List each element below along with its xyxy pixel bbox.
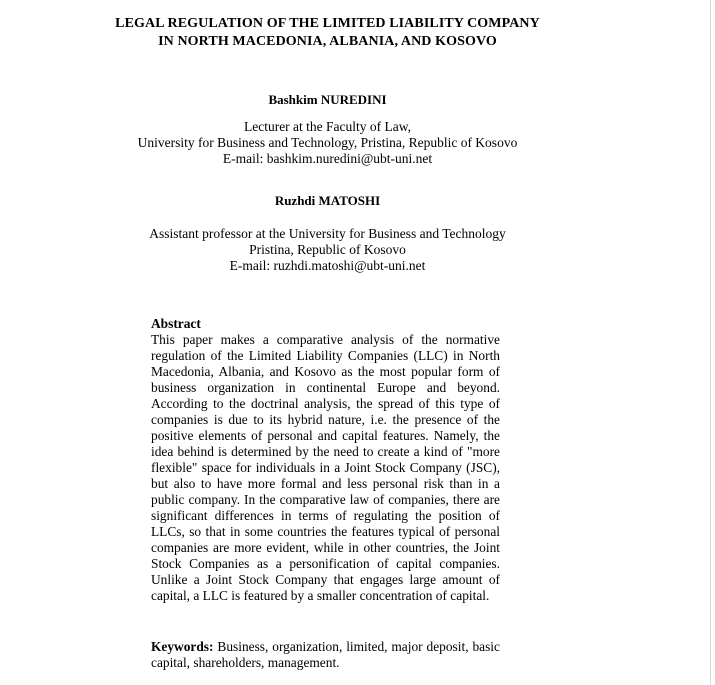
author-1-affiliation — [0, 119, 655, 167]
author-1-name: Bashkim NUREDINI — [268, 92, 387, 107]
keywords-text: Business, organization, limited, major deposit, basic capital, shareholders, management. — [151, 639, 500, 670]
author-1-institution: University for Business and Technology, Pristina, Republic of Kosovo — [137, 135, 518, 150]
keywords-label: Keywords: — [151, 639, 214, 654]
page-edge-divider — [710, 0, 711, 685]
abstract-section — [151, 316, 500, 604]
abstract-heading: Abstract — [151, 316, 201, 331]
author-2-location: Pristina, Republic of Kosovo — [249, 242, 406, 257]
author-1-email: E-mail: bashkim.nuredini@ubt-uni.net — [222, 151, 433, 166]
abstract-text: This paper makes a comparative analysis of the normative regulation of the Limited Liability Companies (LLC) in North Macedonia, Albania, and Kosovo as the most popular form of business organization in continental Europe and beyond. According to the doctrinal analysis, the spread of this type of companies is due to its hybrid nature, i.e. the presence of the positive elements of personal and capital features. Namely, the idea behind is determined by the need to create a kind of "more flexible" space for individuals in a Joint Stock Company (JSC), but also to have more formal and less personal risk than in a public company. In the comparative law of companies, there are significant differences in terms of regulating the position of LLCs, so that in some countries the features typical of personal companies are more evident, while in other countries, the Joint Stock Companies as a personification of capital companies. Unlike a Joint Stock Company that engages large amount of capital, a LLC is featured by a smaller concentration of capital. — [151, 332, 500, 603]
author-2-name: Ruzhdi MATOSHI — [274, 193, 381, 208]
keywords-section — [151, 639, 500, 671]
title-line-1: LEGAL REGULATION OF THE LIMITED LIABILITY COMPANY — [115, 16, 540, 31]
title-line-2: IN NORTH MACEDONIA, ALBANIA, AND KOSOVO — [158, 34, 497, 49]
paper-title — [0, 15, 655, 51]
author-1-position: Lecturer at the Faculty of Law, — [243, 119, 412, 134]
author-2-email: E-mail: ruzhdi.matoshi@ubt-uni.net — [229, 258, 426, 273]
author-2-affiliation — [0, 226, 655, 274]
author-2-position: Assistant professor at the University for Business and Technology — [149, 226, 506, 241]
